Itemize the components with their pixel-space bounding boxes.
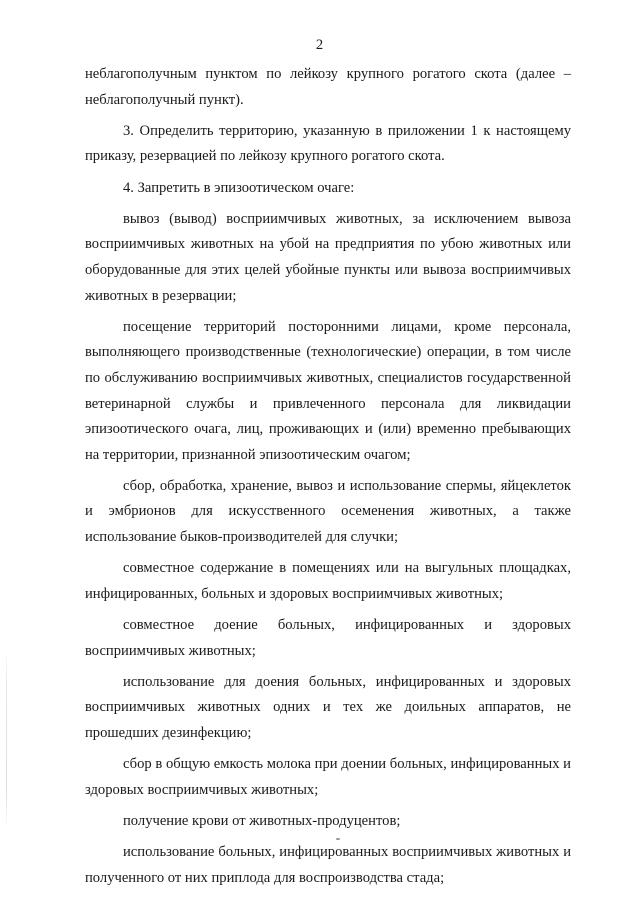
- paragraph-prohibition-sperm: сбор, обработка, хранение, вывоз и использование спермы, яйцеклеток и эмбрионов для искусственного осеменения животных, а также использование быков-производителей для случки;: [85, 477, 571, 546]
- paragraph-prohibition-blood: получение крови от животных-продуцентов;: [123, 812, 401, 829]
- page-number: 2: [315, 37, 324, 53]
- paragraph-prohibition-milking-devices: использование для доения больных, инфицированных и здоровых восприимчивых животных одних и тех же доильных аппаратов, не прошедших дезинфекцию;: [85, 673, 571, 741]
- paragraph-prohibition-joint-milking: совместное доение больных, инфицированных и здоровых восприимчивых животных;: [85, 617, 571, 659]
- paragraph-prohibition-milk-collection: сбор в общую емкость молока при доении больных, инфицированных и здоровых восприимчивых животных;: [85, 756, 571, 798]
- paragraph-continuation: неблагополучным пунктом по лейкозу крупного рогатого скота (далее – неблагополучный пункт).: [85, 66, 571, 108]
- paragraph-prohibition-removal: вывоз (вывод) восприимчивых животных, за исключением вывоза восприимчивых животных на убой на предприятия по убою животных или оборудованные для этих целей убойные пункты или вывоза восприимчивых животных в резервации;: [85, 210, 571, 304]
- document-body: [85, 62, 571, 897]
- scan-edge-shadow: [6, 650, 7, 830]
- scan-artifact-mark: [336, 838, 340, 840]
- paragraph-item-3: 3. Определить территорию, указанную в приложении 1 к настоящему приказу, резервацией по лейкозу крупного рогатого скота.: [85, 122, 571, 165]
- paragraph-prohibition-breeding: использование больных, инфицированных восприимчивых животных и полученного от них приплода для воспроизводства стада;: [85, 844, 571, 886]
- paragraph-prohibition-joint-keeping: совместное содержание в помещениях или на выгульных площадках, инфицированных, больных и здоровых восприимчивых животных;: [85, 560, 571, 602]
- paragraph-item-4: 4. Запретить в эпизоотическом очаге:: [123, 179, 355, 196]
- paragraph-prohibition-visits: посещение территорий посторонними лицами, кроме персонала, выполняющего производственные (технологические) операции, в том числе по обслуживанию восприимчивых животных, специалистов государственной ветеринарной службы и привлеченного персонала для ликвидации эпизоотического очага, лиц, проживающих и (или) временно пребывающих на территории, признанной эпизоотическим очагом;: [85, 318, 571, 463]
